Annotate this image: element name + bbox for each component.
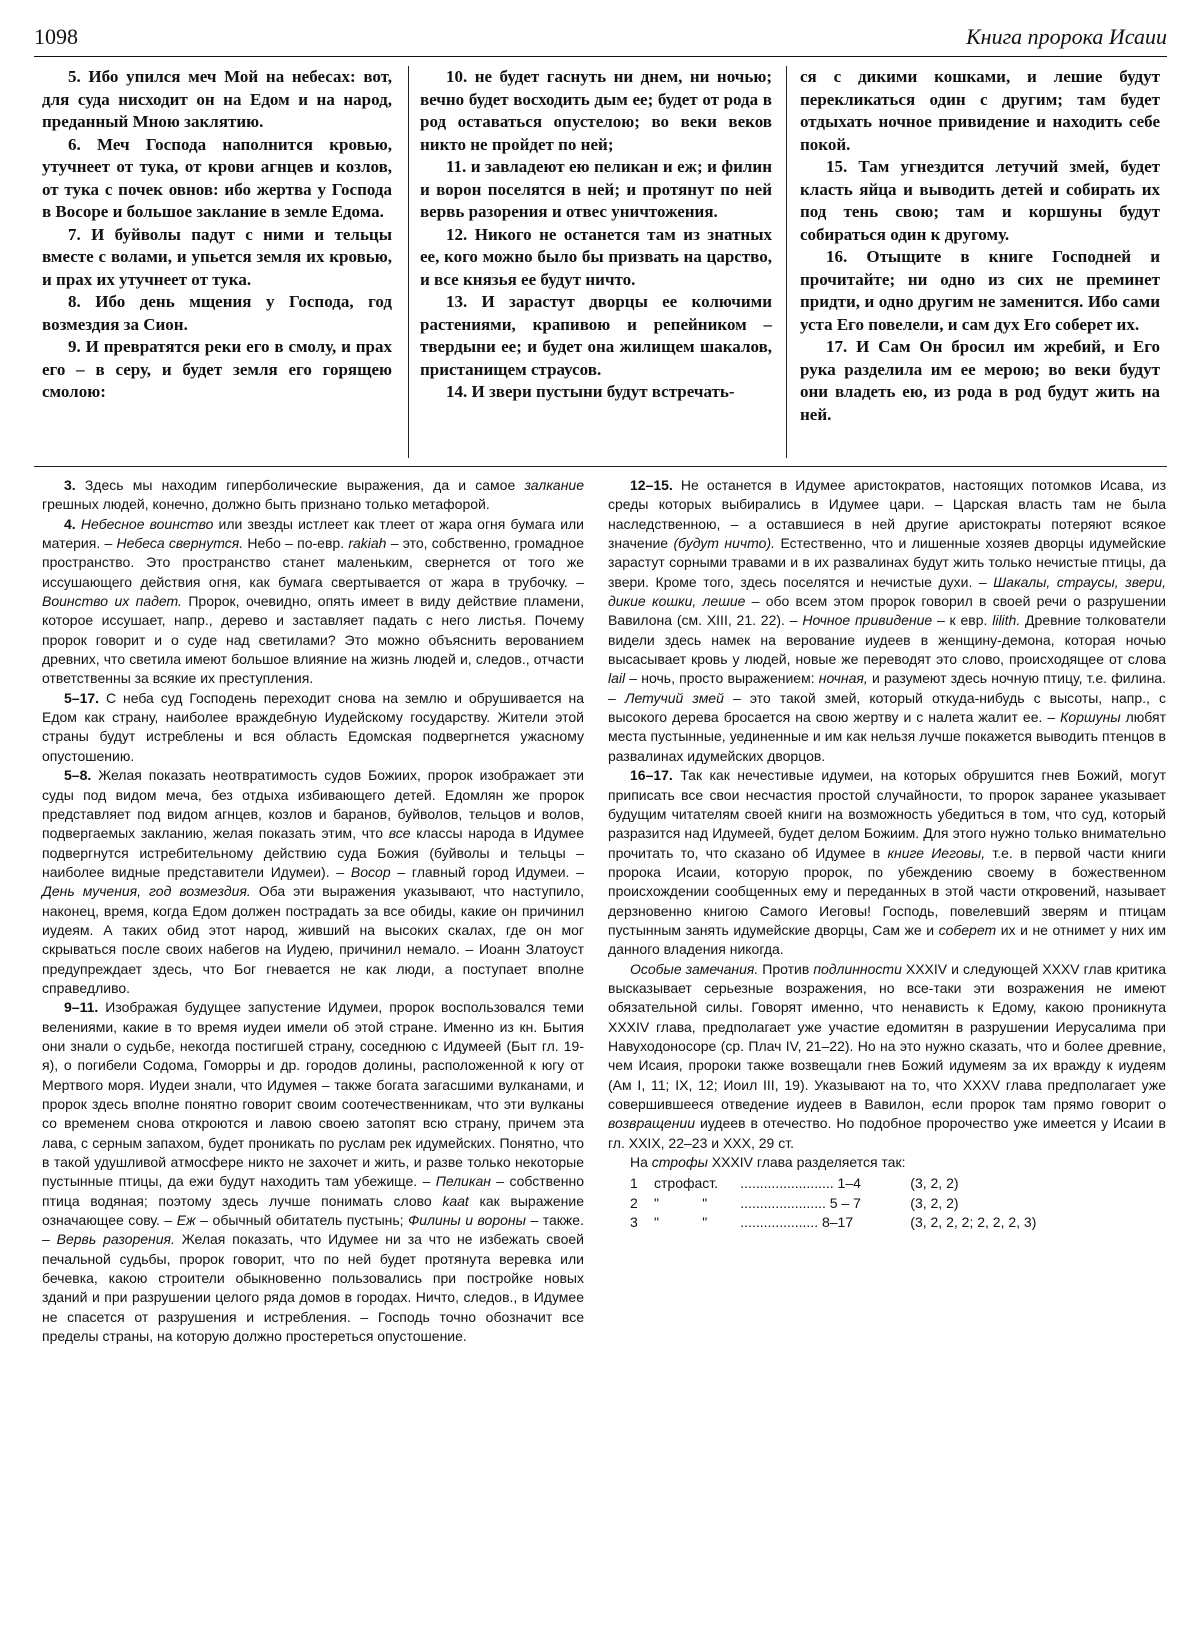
strophe-row: [630, 1213, 1036, 1232]
verse-9: 9. И превратятся реки его в смолу, и прах его – в серу, и будет земля его горящею смолою:: [42, 337, 392, 401]
strophe-label: ": [654, 1214, 659, 1231]
verse-13: 13. И зарастут дворцы ее колючими растениями, крапивою и репейником – твердыни ее; и будет она жилищем шакалов, пристанищем страусов.: [420, 292, 772, 379]
strophes-intro: На строфы XXXIV глава разделяется так:: [630, 1154, 906, 1171]
verse-5: 5. Ибо упился меч Мой на небесах: вот, для суда нисходит он на Едом и на народ, преданный Мною заклятию.: [42, 67, 392, 131]
note-3: 3. Здесь мы находим гиперболические выражения, да и самое залкание грешных людей, конечно, должно быть признано только метафорой.: [42, 477, 584, 513]
note-9-11: 9–11. Изображая будущее запустение Идумеи, пророк воспользовался теми велениями, какие в то время иудеи имели об этой стране. Именно из кн. Бытия они знали о судьбе, некогда постигшей страну, соседнюю с Идумеей (Быт гл. 19-я), о погибели Содома, Гоморры и др. городов долины, расположенной к югу от Мертвого моря. Иудеи знали, что Идумея – также богата загасшими вулканами, и пророк здесь вполне понятно говорит своим соотечественникам, что эти вулканы со временем снова откроются и лавою своею затопят всю страну, причем эта лава, с серным запахом, будет проникать по руслам рек идумейских. Понятно, что в такой удушливой атмосфере никто не захочет и жить, и разве только некоторые пустынные птицы, да ежи будут находить там убежище. – Пеликан – собственно птица водяная; поэтому здесь лучше понимать слово kaat как выражение означающее сову. – Еж – обычный обитатель пустынь; Филины и вороны – также. – Вервь разорения. Желая показать, что Идумее ни за что не избежать своей печальной судьбы, пророк говорит, что по ней будет протянута веревка или бечевка, какою строители обыкновенно пользовались при постройке новых зданий и при разрушении целого ряда домов в городах. Ничто, следов., в Идумее не спасется от разрушения и истребления. – Господь точно обозначит все пределы страны, на которую должно простереться опустошение.: [42, 999, 584, 1345]
note-4: 4. Небесное воинство или звезды истлеет как тлеет от жара огня бумага или материя. – Небеса свернутся. Небо – по-евр. rakiah – это, собственно, громадное пространство. Это пространство станет маленьким, свернется от того же иссушающего действия огня, как бумага свертывается от жара в трубочку. – Воинство их падет. Пророк, очевидно, опять имеет в виду действие пламени, которое иссушает, напр., дерево и заставляет падать с него листья. Почему пророк говорит и о суде над светилами? Это можно объяснить верованием древних, что светила имеют большое влияние на жизнь людей и, следов., отчасти ответственны за всякие их преступления.: [42, 515, 585, 687]
strophe-table: [630, 1174, 1036, 1232]
verse-8: 8. Ибо день мщения у Господа, год возмездия за Сион.: [42, 292, 392, 334]
note-16-17: 16–17. Так как нечестивые идумеи, на которых обрушится гнев Божий, могут приписать все свои несчастия простой случайности, то пророк заранее указывает будущим читателям своей книги на возможность убедиться в том, что суд, который разразится над Идумеей, будет делом Божиим. Для этого нужно только внимательно прочитать то, что сказано об Идумее в книге Иеговы, т.е. в первой части книги пророка Исаии, которую пророк, по убеждению своему в божественном происхождении сообщенных ему и переданных в этой части откровений, называет дерзновенно книгою Самого Иеговы! Господь, повелевший зверям и птицам пустынным занять идумейские дворцы, Сам же и соберет их и не отнимет у них им данного владения никогда.: [608, 767, 1166, 958]
verse-10: 10. не будет гаснуть ни днем, ни ночью; вечно будет восходить дым ее; будет от рода в род оставаться опустелою; во веки веков никто не пройдет по ней;: [420, 67, 772, 154]
strophe-number: 2: [630, 1194, 638, 1211]
column-divider: [786, 66, 787, 458]
section-separator: [34, 466, 1167, 467]
special-remarks: Особые замечания. Против подлинности XXXIV и следующей XXXV глав критика высказывает серьезные возражения, но все-таки эти возражения не имеют обязательной силы. Говорят именно, что ненависть к Едому, какою проникнута XXXIV глава, предполагает уже участие едомитян в разрушении Иерусалима при Навуходоносоре (ср. Плач IV, 21–22). Но на это нужно сказать, что и более древние, чем Исаия, пророки также возвещали гнев Божий идумеям за их вражду к иудеям (Ам I, 11; IX, 12; Иоил III, 19). Указывают на то, что XXXV глава предполагает уже совершившееся отведение иудеев в Вавилон, если пророк там прямо говорит о возвращении иудеев в отечество. Но подобное пророчество уже имеется у Исаии в гл. XXIX, 22–23 и XXX, 29 ст.: [608, 960, 1167, 1151]
scripture-column-3: [800, 66, 1160, 456]
strophe-scheme: (3, 2, 2, 2; 2, 2, 2, 3): [910, 1214, 1037, 1231]
verse-label: ст.: [702, 1175, 719, 1192]
commentary-column-2: [608, 476, 1166, 1616]
strophe-row: [630, 1194, 1036, 1213]
verse-7: 7. И буйволы падут с ними и тельцы вместе с волами, и упьется земля их кровью, и прах их утучнеет от тука.: [42, 224, 392, 289]
running-title: Книга пророка Исаии: [966, 24, 1167, 49]
note-5-17: 5–17. С неба суд Господень переходит снова на землю и обрушивается на Едом как страну, наиболее враждебную Иудейскому государству. Жители этой страны будут истреблены и вся область Едомская подвергнется ужасному опустошению.: [42, 689, 584, 764]
commentary-text: [34, 476, 1167, 1616]
verse-15: 15. Там угнездится летучий змей, будет класть яйца и выводить детей и собирать их под тень свою; там и коршуны будут собираться один к другому.: [800, 157, 1160, 244]
verse-11: 11. и завладеют ею пеликан и еж; и филин и ворон поселятся в ней; и протянут по ней вервь разорения и отвес уничтожения.: [420, 157, 772, 221]
verse-14: 14. И звери пустыни будут встречать-: [446, 382, 735, 401]
column-divider: [408, 66, 409, 458]
verse-12: 12. Никого не останется там из знатных ее, кого можно было бы призвать на царство, и все князья ее будут ничто.: [420, 224, 772, 289]
strophe-row: [630, 1174, 1036, 1193]
page-number: 1098: [34, 24, 78, 49]
note-12-15: 12–15. Не останется в Идумее аристократов, настоящих потомков Исава, из среды которых выбирались в Идумее цари. – Царская власть там не была наследственною, – а оставшиеся в ней другие аристократы потеряют всякое значение (будут ничто). Естественно, что и лишенные хозяев дворцы идумейские зарастут сорными травами и в их развалинах будут жить только нечистые птицы, да звери. Кроме того, здесь поселятся и нечистые духи. – Шакалы, страусы, звери, дикие кошки, лешие – обо всем этом пророк говорил в своей речи о разрушении Вавилона (см. XIII, 21. 22). – Ночное привидение – к евр. lilith. Древние толкователи видели здесь намек на верование иудеев в женщину-демона, которая ночью высасывает кровь у людей, новые же переводят это слово, происходящее от слова lail – ночь, просто выражением: ночная, и разумеют здесь ночную птицу, т.е. филина. – Летучий змей – это такой змей, который откуда-нибудь с высоты, напр., с высокого дерева бросается на свою жертву и с налета жалит ее. – Коршуны любят места пустынные, уединенные и им как нельзя лучше покажется выводить птенцов в развалинах идумейских дворцов.: [608, 477, 1167, 764]
verse-6: 6. Меч Господа наполнится кровью, утучнеет от тука, от крови агнцев и козлов, от тука с почек овнов: ибо жертва у Господа в Восоре и большое заклание в земле Едома.: [42, 134, 392, 221]
verse-14-continuation: ся с дикими кошками, и лешие будут перекликаться один с другим; там будет отдыхать ночное привидение и находить себе покой.: [800, 67, 1160, 154]
strophe-number: 1: [630, 1175, 638, 1192]
verse-range: .................... 8–17: [740, 1214, 854, 1231]
strophe-scheme: (3, 2, 2): [910, 1175, 959, 1192]
strophe-number: 3: [630, 1214, 638, 1231]
strophe-scheme: (3, 2, 2): [910, 1194, 959, 1211]
scripture-column-2: [420, 66, 772, 456]
commentary-column-1: [42, 476, 584, 1616]
verse-range: ........................ 1–4: [740, 1175, 861, 1192]
note-5-8: 5–8. Желая показать неотвратимость судов Божиих, пророк изображает эти суды под видом меча, без отдыха избивающего детей. Едомлян же пророк представляет под видом агнцев, козлов и баранов, буйволов, тельцов и волов, подвергаемых закланию, желая показать этим, что все классы народа в Идумее подвергнутся истребительному действию суда Божия (буйволы и тельцы – наиболее видные представители Идумеи). – Восор – главный город Идумеи. – День мучения, год возмездия. Оба эти выражения указывают, что наступило, наконец, время, когда Едом должен пострадать за все обиды, какие он причинил иудеям. А таких обид этот народ, живший на высоких скалах, где он мог скрываться после своих набегов на Иудею, причинил немало. – Иоанн Златоуст предупреждает здесь, что Бог гневается не как люди, а поступает вполне справедливо.: [42, 767, 584, 996]
strophe-label: ": [654, 1194, 659, 1211]
verse-range: ...................... 5 – 7: [740, 1194, 861, 1211]
page-header: [34, 22, 1167, 57]
verse-label: ": [702, 1214, 708, 1231]
scripture-text: [34, 66, 1167, 456]
verse-16: 16. Отыщите в книге Господней и прочитайте; ни одно из сих не преминет придти, и одно другим не заменится. Ибо сами уста Его повелели, и сам дух Его соберет их.: [800, 247, 1160, 334]
verse-label: ": [702, 1194, 708, 1211]
strophe-label: строфа: [654, 1175, 703, 1192]
verse-17: 17. И Сам Он бросил им жребий, и Его рука разделила им ее мерою; во веки будут они владеть ею, из рода в род будут жить на ней.: [800, 337, 1160, 424]
scripture-column-1: [42, 66, 392, 456]
